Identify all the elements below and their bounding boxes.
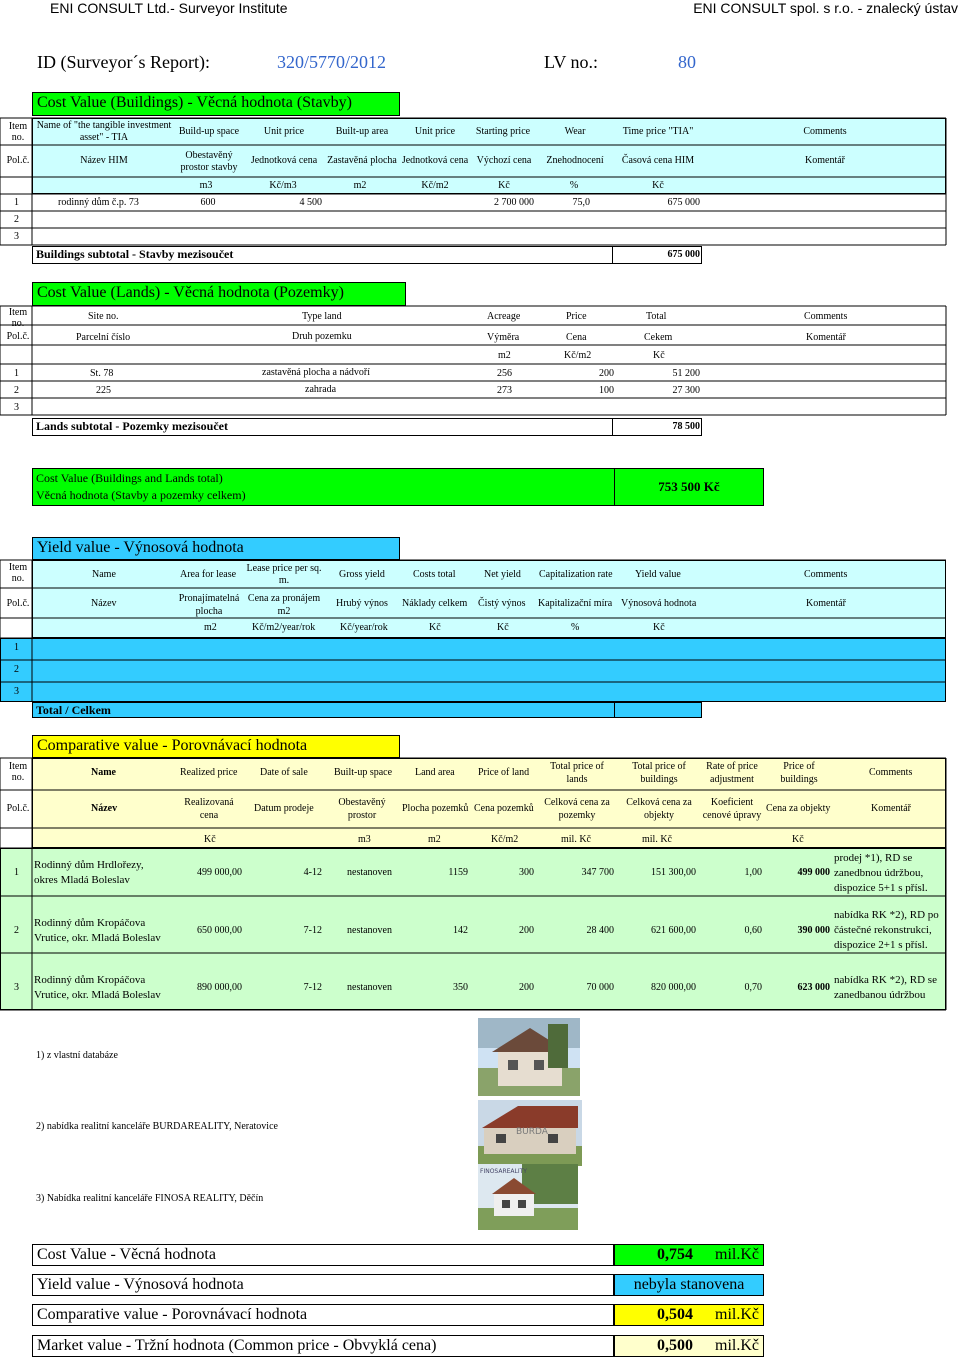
- lands-col-price-cz: Cena: [566, 332, 587, 343]
- total-cost-line1: Cost Value (Buildings and Lands total): [36, 471, 223, 485]
- house-photo-3: [478, 1164, 578, 1230]
- comparative-col-tland-cz: Celková cena za pozemky: [544, 797, 610, 821]
- comparative-row1-c2: zanedbnou údržbou,: [834, 867, 924, 879]
- comparative-title: Comparative value - Porovnávací hodnota: [32, 735, 400, 758]
- comparative-row3-tland: 70 000: [586, 982, 614, 993]
- summary-market-value-box: [614, 1335, 764, 1357]
- buildings-col-unit: Unit price: [263, 126, 305, 137]
- comparative-unit-m2: m2: [428, 834, 441, 845]
- comparative-col-pland-cz: Cena pozemků: [474, 803, 534, 814]
- buildings-col-time: Time price "TIA": [622, 126, 694, 137]
- lands-col-comments-cz: Komentář: [806, 332, 846, 343]
- yield-unit-costs: Kč: [429, 622, 441, 633]
- comparative-col-comments: Comments: [869, 767, 913, 778]
- lands-row1-acreage: 256: [497, 368, 512, 379]
- comparative-row3-area: 350: [453, 982, 468, 993]
- buildings-row1-no: 1: [14, 197, 19, 208]
- summary-market-label: Market value - Tržní hodnota (Common price - Obvyklá cena): [32, 1335, 614, 1357]
- yield-col-gross-cz: Hrubý výnos: [336, 598, 388, 609]
- buildings-row1-start: 2 700 000: [494, 197, 534, 208]
- buildings-col-start: Starting price: [475, 126, 531, 137]
- summary-market-value: 0,500: [657, 1337, 693, 1354]
- buildings-col-wear: Wear: [564, 126, 586, 137]
- source-3: 3) Nabídka realitní kanceláře FINOSA REALITY, Děčín: [36, 1193, 264, 1204]
- comparative-row2-pland: 200: [519, 925, 534, 936]
- comparative-col-tbuild-cz: Celková cena za objekty: [626, 797, 692, 821]
- comparative-col-name-cz: Název: [91, 803, 118, 814]
- yield-row3-no: 3: [14, 686, 19, 697]
- summary-comparative-value: 0,504: [657, 1306, 693, 1323]
- unit-pct: %: [569, 180, 579, 191]
- summary-comparative-label: Comparative value - Porovnávací hodnota: [32, 1304, 614, 1326]
- yield-col-cap: Capitalization rate: [539, 569, 613, 580]
- summary-yield-label: Yield value - Výnosová hodnota: [32, 1274, 614, 1296]
- buildings-col-start-cz: Výchozí cena: [476, 155, 532, 166]
- summary-comparative-value-box: [614, 1304, 764, 1326]
- lands-row3-no: 3: [14, 402, 19, 413]
- lands-row2-acreage: 273: [497, 385, 512, 396]
- lands-col-type: Type land: [302, 311, 342, 322]
- buildings-row1-wear: 75,0: [572, 197, 590, 208]
- comparative-row1-c3: dispozice 5+1 s přísl.: [834, 882, 928, 894]
- comparative-row2-price: 650 000,00: [197, 925, 242, 936]
- comparative-col-realized: Realized price: [180, 767, 238, 778]
- comparative-col-comments-cz: Komentář: [871, 803, 911, 814]
- lands-col-acreage-cz: Výměra: [487, 332, 520, 343]
- comparative-row3-price: 890 000,00: [197, 982, 242, 993]
- comparative-col-rate-cz: Koeficient cenové úpravy: [702, 797, 762, 821]
- lands-col-type-cz: Druh pozemku: [292, 331, 352, 342]
- total-cost-line2: Věcná hodnota (Stavby a pozemky celkem): [36, 488, 246, 502]
- buildings-row1-name: rodinný dům č.p. 73: [58, 197, 139, 208]
- buildings-col-unit-cz: Jednotková cena: [250, 155, 318, 166]
- comparative-unit-mil1: mil. Kč: [561, 834, 591, 845]
- source-1: 1) z vlastní databáze: [36, 1050, 118, 1061]
- lands-col-site-cz: Parcelní číslo: [76, 332, 131, 343]
- unit-m3: m3: [199, 180, 213, 191]
- comparative-row1-price: 499 000,00: [197, 867, 242, 878]
- yield-col-area: Area for lease: [180, 569, 237, 580]
- buildings-col-comments-cz: Komentář: [805, 155, 845, 166]
- buildings-col-name-cz: Název HIM: [80, 155, 128, 166]
- lands-col-polc: Pol.č.: [6, 331, 30, 342]
- yield-col-net-cz: Čistý výnos: [478, 598, 526, 609]
- comparative-row2-c1: nabídka RK *2), RD po: [834, 909, 939, 921]
- comparative-unit-m3: m3: [358, 834, 371, 845]
- total-cost-value: 753 500 Kč: [658, 479, 720, 494]
- comparative-row2-name2: Vrutice, okr. Mladá Boleslav: [34, 932, 161, 944]
- comparative-unit-mil2: mil. Kč: [642, 834, 672, 845]
- comparative-col-tland: Total price of lands: [550, 761, 604, 785]
- unit-kc-m3: Kč/m3: [269, 180, 297, 191]
- yield-row1-no: 1: [14, 642, 19, 653]
- buildings-col-wear-cz: Znehodnocení: [546, 155, 604, 166]
- comparative-row1-name2: okres Mladá Boleslav: [34, 874, 130, 886]
- buildings-col-area-cz: Zastavěná plocha: [327, 155, 397, 166]
- lands-row2-site: 225: [96, 385, 111, 396]
- comparative-col-name: Name: [91, 767, 116, 778]
- summary-cost-value-box: [614, 1244, 764, 1266]
- yield-col-name: Name: [92, 569, 116, 580]
- comparative-row2-space: nestanoven: [347, 925, 392, 936]
- unit-kc: Kč: [498, 180, 510, 191]
- yield-col-lease-cz: Cena za pronájem m2: [247, 593, 321, 617]
- comparative-row1-tbuild: 151 300,00: [651, 867, 696, 878]
- comparative-row3-no: 3: [14, 982, 19, 993]
- finosa-watermark: FINOSAREALITY: [480, 1168, 527, 1175]
- comparative-col-polc: Pol.č.: [6, 803, 30, 814]
- yield-unit-net: Kč: [497, 622, 509, 633]
- comparative-col-space-cz: Obestavěný prostor: [338, 797, 386, 821]
- yield-col-name-cz: Název: [91, 598, 117, 609]
- comparative-row1-date: 4-12: [303, 867, 322, 878]
- comparative-row2-area: 142: [453, 925, 468, 936]
- lands-row1-type: zastavěná plocha a nádvoří: [262, 367, 371, 378]
- yield-unit-m2: m2: [204, 622, 217, 633]
- summary-cost-value: 0,754: [657, 1246, 693, 1263]
- lands-unit-kc-m2: Kč/m2: [564, 350, 592, 361]
- comparative-row3-date: 7-12: [303, 982, 322, 993]
- house-photo-1: [478, 1018, 580, 1096]
- comparative-col-pbuild: Price of buildings: [780, 761, 818, 785]
- lands-unit-kc: Kč: [653, 350, 665, 361]
- yield-total-label: Total / Celkem: [36, 703, 111, 717]
- lands-row2-total: 27 300: [672, 385, 700, 396]
- summary-market-unit: mil.Kč: [715, 1337, 759, 1354]
- comparative-row2-c3: dispozice 2+1 s přísl.: [834, 939, 928, 951]
- yield-col-area-cz: Pronajímatelná plocha: [178, 593, 240, 617]
- yield-col-costs-cz: Náklady celkem: [402, 598, 468, 609]
- lands-title: Cost Value (Lands) - Věcná hodnota (Pozemky): [32, 282, 406, 306]
- buildings-col-space-cz: Obestavěný prostor stavby: [180, 150, 238, 173]
- comparative-row3-c2: zanedbanou údržbou: [834, 989, 926, 1001]
- yield-col-value-cz: Výnosová hodnota: [621, 598, 697, 609]
- yield-col-cap-cz: Kapitalizační míra: [538, 598, 613, 609]
- summary-comparative-unit: mil.Kč: [715, 1306, 759, 1323]
- comparative-row3-name2: Vrutice, okr. Mladá Boleslav: [34, 989, 161, 1001]
- comparative-row2-name1: Rodinný dům Kropáčova: [34, 917, 146, 929]
- comparative-unit-kc2: Kč: [792, 834, 804, 845]
- unit-m2: m2: [353, 180, 367, 191]
- comparative-col-space: Built-up space: [334, 767, 393, 778]
- id-label: ID (Surveyor´s Report):: [37, 52, 210, 72]
- summary-yield-value: nebyla stanovena: [614, 1274, 764, 1296]
- buildings-col-unit2-cz: Jednotková cena: [401, 155, 469, 166]
- source-2: 2) nabídka realitní kanceláře BURDAREALITY, Neratovice: [36, 1121, 278, 1132]
- comparative-row1-c1: prodej *1), RD se: [834, 852, 913, 864]
- comparative-col-item: Item no.: [8, 761, 28, 783]
- lands-col-item: Item no.: [8, 307, 28, 329]
- comparative-col-pland: Price of land: [478, 767, 530, 778]
- comparative-row3-pland: 200: [519, 982, 534, 993]
- buildings-col-time-cz: Časová cena HIM: [621, 155, 695, 166]
- buildings-row1-space: 600: [200, 197, 216, 208]
- lands-col-site: Site no.: [88, 311, 119, 322]
- yield-col-costs: Costs total: [413, 569, 456, 580]
- burda-watermark: BURDA: [516, 1127, 548, 1137]
- yield-row2-no: 2: [14, 664, 19, 675]
- comparative-row1-pland: 300: [519, 867, 534, 878]
- lands-row1-price: 200: [599, 368, 614, 379]
- summary-cost-unit: mil.Kč: [715, 1246, 759, 1263]
- header-left: ENI CONSULT Ltd.- Surveyor Institute: [50, 0, 288, 16]
- yield-unit-lease: Kč/m2/year/rok: [252, 622, 316, 633]
- comparative-col-rate: Rate of price adjustment: [706, 761, 758, 785]
- buildings-col-polc: Pol.č.: [6, 155, 30, 166]
- comparative-col-date-cz: Datum prodeje: [254, 803, 314, 814]
- buildings-subtotal-value: 675 000: [667, 249, 700, 260]
- buildings-subtotal-label: Buildings subtotal - Stavby mezisoučet: [36, 247, 234, 261]
- comparative-row1-tland: 347 700: [581, 867, 614, 878]
- comparative-row1-no: 1: [14, 867, 19, 878]
- buildings-row2-no: 2: [14, 214, 19, 225]
- buildings-col-item: Item no.: [8, 121, 28, 143]
- comparative-row2-tland: 28 400: [586, 925, 614, 936]
- yield-unit-gross: Kč/year/rok: [340, 622, 388, 633]
- yield-unit-value: Kč: [653, 622, 665, 633]
- lands-row2-price: 100: [599, 385, 614, 396]
- lands-row1-no: 1: [14, 368, 19, 379]
- lands-row2-no: 2: [14, 385, 19, 396]
- comparative-row3-pbuild: 623 000: [797, 982, 830, 993]
- comparative-row1-pbuild: 499 000: [797, 867, 830, 878]
- comparative-row2-no: 2: [14, 925, 19, 936]
- comparative-row3-space: nestanoven: [347, 982, 392, 993]
- yield-col-item: Item no.: [8, 562, 28, 584]
- comparative-row3-rate: 0,70: [744, 982, 762, 993]
- comparative-row3-c1: nabídka RK *2), RD se: [834, 974, 937, 986]
- buildings-row3-no: 3: [14, 231, 19, 242]
- buildings-col-unit2: Unit price: [414, 126, 456, 137]
- yield-col-comments-cz: Komentář: [806, 598, 846, 609]
- lands-col-acreage: Acreage: [487, 311, 521, 322]
- header-right: ENI CONSULT spol. s r.o. - znalecký ústav: [693, 0, 958, 16]
- unit-kc-m2: Kč/m2: [421, 180, 449, 191]
- lands-row1-site: St. 78: [90, 368, 114, 379]
- comparative-col-pbuild-cz: Cena za objekty: [766, 803, 831, 814]
- yield-col-comments: Comments: [804, 569, 848, 580]
- yield-col-lease: Lease price per sq. m.: [246, 563, 322, 586]
- comparative-col-date: Date of sale: [260, 767, 308, 778]
- house-photo-2: [478, 1100, 582, 1166]
- buildings-col-name: Name of "the tangible investment asset" - TIA: [36, 120, 172, 143]
- buildings-col-space: Build-up space: [178, 126, 240, 137]
- lands-row1-total: 51 200: [672, 368, 700, 379]
- lands-unit-m2: m2: [498, 350, 511, 361]
- buildings-title: Cost Value (Buildings) - Věcná hodnota (Stavby): [32, 92, 400, 116]
- lands-subtotal-label: Lands subtotal - Pozemky mezisoučet: [36, 419, 228, 433]
- lands-subtotal-value: 78 500: [672, 421, 700, 432]
- buildings-col-area: Built-up area: [335, 126, 389, 137]
- lands-col-price: Price: [566, 311, 587, 322]
- comparative-unit-kc: Kč: [204, 834, 216, 845]
- buildings-col-comments: Comments: [803, 126, 847, 137]
- lands-row2-type: zahrada: [305, 384, 337, 395]
- yield-col-net: Net yield: [484, 569, 521, 580]
- lands-col-total: Total: [646, 311, 667, 322]
- comparative-row3-name1: Rodinný dům Kropáčova: [34, 974, 146, 986]
- comparative-row2-tbuild: 621 600,00: [651, 925, 696, 936]
- comparative-row1-space: nestanoven: [347, 867, 392, 878]
- yield-col-polc: Pol.č.: [6, 598, 30, 609]
- comparative-unit-kc-m2: Kč/m2: [491, 834, 519, 845]
- comparative-row2-date: 7-12: [303, 925, 322, 936]
- yield-title: Yield value - Výnosová hodnota: [32, 537, 400, 560]
- comparative-row2-pbuild: 390 000: [797, 925, 830, 936]
- yield-unit-pct: %: [571, 622, 580, 633]
- yield-col-value: Yield value: [635, 569, 681, 580]
- yield-col-gross: Gross yield: [339, 569, 385, 580]
- lands-col-total-cz: Cekem: [644, 332, 673, 343]
- comparative-row1-rate: 1,00: [744, 867, 762, 878]
- lv-label: LV no.:: [544, 52, 599, 72]
- lv-value: 80: [678, 52, 696, 72]
- buildings-row1-unit: 4 500: [299, 197, 322, 208]
- comparative-col-tbuild: Total price of buildings: [632, 761, 686, 785]
- comparative-col-land-cz: Plocha pozemků: [402, 803, 469, 814]
- comparative-row1-name1: Rodinný dům Hrdlořezy,: [34, 859, 144, 871]
- lands-col-comments: Comments: [804, 311, 848, 322]
- comparative-row1-area: 1159: [448, 867, 468, 878]
- comparative-row3-tbuild: 820 000,00: [651, 982, 696, 993]
- summary-cost-label: Cost Value - Věcná hodnota: [32, 1244, 614, 1266]
- buildings-row1-time: 675 000: [667, 197, 700, 208]
- comparative-row2-rate: 0,60: [744, 925, 762, 936]
- comparative-row2-c2: částečné rekonstrukci,: [834, 924, 932, 936]
- id-value: 320/5770/2012: [277, 52, 387, 72]
- unit-kc2: Kč: [652, 180, 664, 191]
- comparative-col-land: Land area: [415, 767, 455, 778]
- comparative-col-realized-cz: Realizovaná cena: [184, 797, 234, 821]
